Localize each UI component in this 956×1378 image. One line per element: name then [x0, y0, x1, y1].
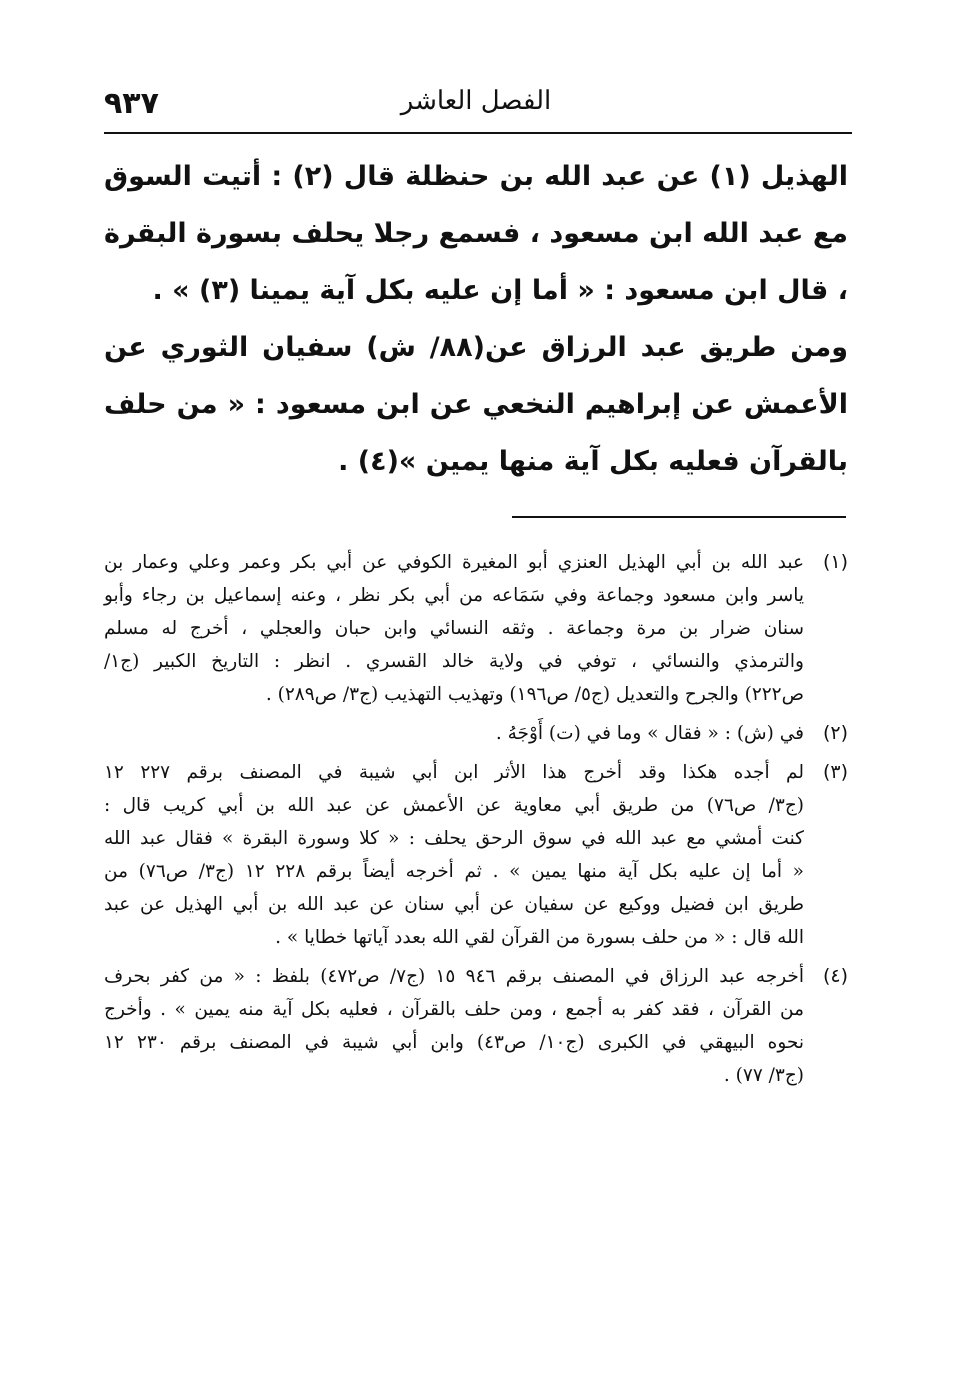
footnote-line: كنت أمشي مع عبد الله في سوق الرحق يحلف : « كلا وسورة البقرة » فقال عبد الله — [104, 828, 804, 849]
footnote-mark: (٤) — [822, 965, 848, 987]
footnotes — [104, 546, 848, 1098]
footnote-3 — [104, 756, 848, 954]
page-number: ٩٣٧ — [104, 86, 159, 121]
footnote-line: نحوه البيهقي في الكبرى (ج١٠/ ص٤٣) وابن أبي شيبة في المصنف برقم ٢٣٠ ١٢ — [104, 1032, 805, 1053]
page-header — [104, 80, 848, 128]
footnote-line: ص٢٢٢) والجرح والتعديل (ج٥/ ص١٩٦) وتهذيب التهذيب (ج٣/ ص٢٨٩) . — [265, 684, 804, 705]
footnote-line: لم أجده هكذا وقد أخرج هذا الأثر ابن أبي شيبة في المصنف برقم ٢٢٧ ١٢ — [104, 762, 804, 783]
paragraph-1: الهذيل (١) عن عبد الله بن حنظلة قال (٢) : أتيت السوق مع عبد الله ابن مسعود ، فسمع رجلا يحلف بسورة البقرة ، قال ابن مسعود : « أما إن عليه بكل آية يمينا (٣) » . — [104, 161, 848, 306]
footnote-mark: (٢) — [822, 722, 848, 744]
footnote-line: طريق ابن فضيل ووكيع عن سفيان عن أبي سنان عن عبد الله بن أبي الهذيل عن عبد — [104, 894, 804, 915]
footnote-line: سنان ضرار بن مرة وجماعة . وثقه النسائي وابن حبان والعجلي ، أخرج له مسلم — [104, 618, 804, 639]
footnote-line: من القرآن ، فقد كفر به أجمع ، ومن حلف بالقرآن ، فعليه بكل آية منه يمين » . وأخرج — [104, 999, 804, 1020]
footnote-line: ياسر وابن مسعود وجماعة وفي سَمَاعه من أبي بكر نظر ، وعنه إسماعيل بن رجاء وأبو — [104, 585, 804, 606]
footnote-divider — [512, 516, 846, 518]
footnote-4 — [104, 960, 848, 1092]
footnote-line: (ج٣/ ٧٧) . — [723, 1065, 804, 1086]
main-text — [104, 148, 848, 490]
footnote-line: « أما إن عليه بكل آية منها يمين » . ثم أخرجه أيضاً برقم ٢٢٨ ١٢ (ج٣/ ص٧٦) من — [104, 861, 804, 882]
chapter-title: الفصل العاشر — [400, 86, 552, 116]
paragraph-2: ومن طريق عبد الرزاق عن(٨٨/ ش) سفيان الثوري عن الأعمش عن إبراهيم النخعي عن ابن مسعود : « من حلف بالقرآن فعليه بكل آية منها يمين »(٤) . — [104, 332, 848, 477]
header-divider — [104, 132, 852, 134]
footnote-line: عبد الله بن أبي الهذيل العنزي أبو المغيرة الكوفي عن أبي بكر وعمر وعلي وعمار بن — [104, 552, 804, 573]
footnote-text — [104, 960, 804, 1092]
footnote-2 — [104, 717, 848, 750]
footnote-line: (ج٣/ ص٧٦) من طريق أبي معاوية عن الأعمش عن عبد الله بن أبي كريب قال : — [104, 795, 804, 816]
footnote-line: أخرجه عبد الرزاق في المصنف برقم ٩٤٦ ١٥ (ج٧/ ص٤٧٢) بلفظ : « من كفر بحرف — [104, 966, 804, 987]
footnote-text — [104, 717, 804, 750]
footnote-text — [104, 756, 804, 954]
footnote-line: الله قال : « من حلف بسورة من القرآن لقي الله بعدد آياتها خطايا » . — [275, 927, 804, 948]
footnote-1 — [104, 546, 848, 711]
footnote-line: في (ش) : « فقال » وما في (ت) أَوْجَهُ . — [495, 723, 804, 744]
footnote-line: والترمذي والنسائي ، توفي في ولاية خالد القسري . انظر : التاريخ الكبير (ج١/ — [104, 651, 804, 672]
footnote-text — [104, 546, 804, 711]
footnote-mark: (١) — [822, 551, 848, 573]
footnote-mark: (٣) — [822, 761, 848, 783]
